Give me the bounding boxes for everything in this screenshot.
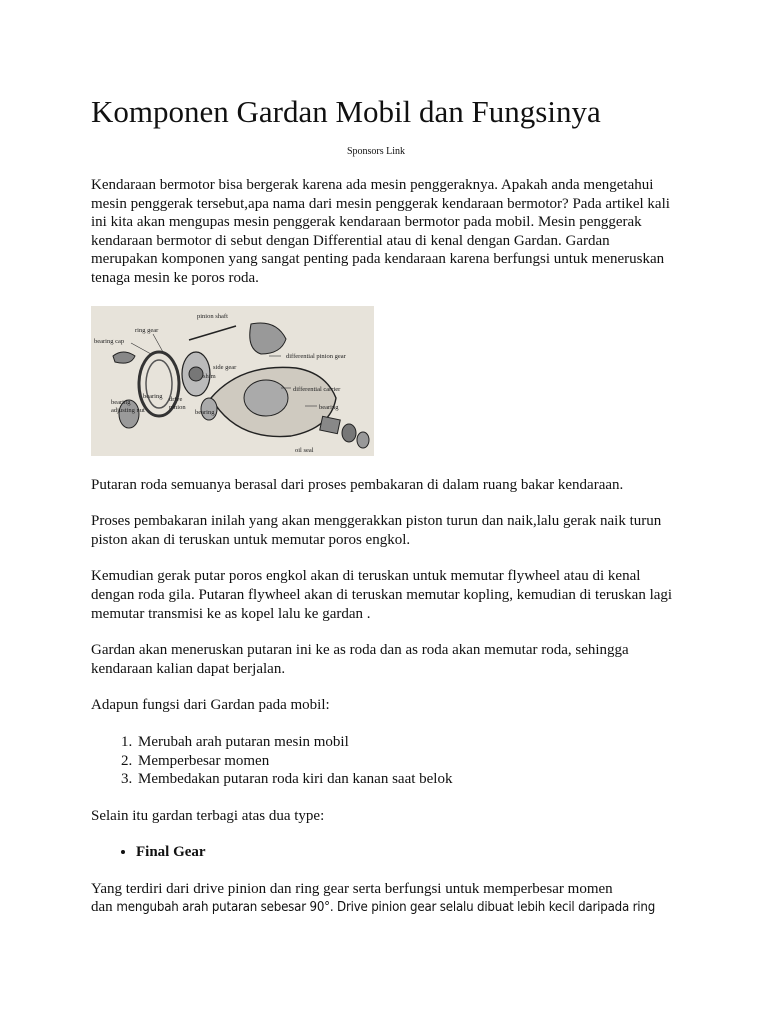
- types-list: [91, 843, 681, 862]
- label-differential-pinion-gear: differential pinion gear: [286, 352, 346, 360]
- label-bearing-1: bearing: [143, 392, 163, 400]
- label-bearing-2: bearing: [195, 408, 215, 416]
- label-drive: drive: [169, 395, 183, 403]
- differential-diagram: [91, 306, 374, 456]
- paragraph-4: Gardan akan meneruskan putaran ini ke as roda dan as roda akan memutar roda, sehingga kendaraan kalian dapat berjalan.: [91, 642, 629, 677]
- page-title: Komponen Gardan Mobil dan Fungsinya: [91, 94, 601, 129]
- types-intro: Selain itu gardan terbagi atas dua type:: [91, 807, 325, 824]
- final-gear-line-2-start: dan: [91, 899, 113, 916]
- paragraph-3: Kemudian gerak putar poros engkol akan di teruskan untuk memutar flywheel atau di kenal dengan roda gila. Putaran flywheel akan di teruskan memutar kopling, kemudian di teruskan lagi memutar transmisi ke as kopel lalu ke gardan .: [91, 568, 673, 622]
- final-gear-line-2: [91, 898, 681, 918]
- label-bearing-adjusting-1: bearing: [111, 398, 131, 406]
- list-item: 3. Membedakan putaran roda kiri dan kanan saat belok: [136, 770, 681, 789]
- label-oil-seal: oil seal: [295, 446, 314, 454]
- label-pinion-shaft: pinion shaft: [197, 312, 228, 320]
- label-bearing-cap: bearing cap: [94, 337, 125, 345]
- label-differential-carrier: differential carrier: [293, 385, 341, 393]
- list-item: 1. Merubah arah putaran mesin mobil: [136, 733, 681, 752]
- differential-diagram-image: [91, 306, 374, 456]
- list-item: 2. Memperbesar momen: [136, 752, 681, 771]
- label-bearing-adjusting-2: adjusting nut: [111, 406, 145, 414]
- sponsors-link[interactable]: Sponsors Link: [346, 146, 406, 157]
- label-ring-gear: ring gear: [135, 326, 159, 334]
- paragraph-1: Putaran roda semuanya berasal dari proses pembakaran di dalam ruang bakar kendaraan.: [91, 476, 624, 493]
- intro-paragraph: Kendaraan bermotor bisa bergerak karena ada mesin penggeraknya. Apakah anda mengetahui mesin penggerak tersebut,apa nama dari mesin penggerak kendaraan bermotor? Pada artikel kali ini kita akan mengupas mesin penggerak kendaraan bermotor pada mobil. Mesin penggerak kendaraan bermotor di sebut dengan Differential atau di kenal dengan Gardan. Gardan merupakan komponen yang sangat penting pada kendaraan karena berfungsi untuk meneruskan tenaga mesin ke poros roda.: [91, 177, 670, 286]
- document-page: [91, 92, 681, 918]
- paragraph-2: Proses pembakaran inilah yang akan menggerakkan piston turun dan naik,lalu gerak naik turun piston akan di teruskan untuk memutar poros engkol.: [91, 513, 662, 548]
- paragraph-5: Adapun fungsi dari Gardan pada mobil:: [91, 697, 330, 714]
- functions-list: [91, 733, 681, 789]
- final-gear-line-2-rest: mengubah arah putaran sebesar 90°. Drive pinion gear selalu dibuat lebih kecil daripada ring: [116, 900, 656, 916]
- list-item: • Final Gear: [136, 843, 681, 862]
- label-side-gear: side gear: [213, 363, 237, 371]
- label-shim: shim: [203, 372, 216, 380]
- label-pinion: pinion: [169, 403, 186, 411]
- final-gear-line-1: Yang terdiri dari drive pinion dan ring gear serta berfungsi untuk memperbesar momen: [91, 880, 613, 897]
- label-bearing-3: bearing: [319, 403, 339, 411]
